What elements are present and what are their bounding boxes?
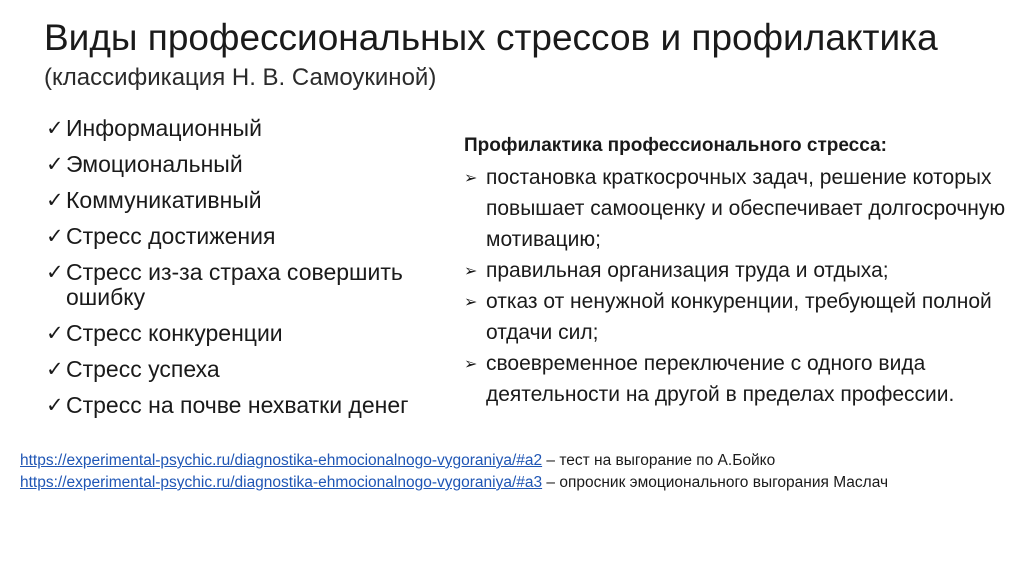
list-item [46, 260, 466, 310]
check-icon: ✓ [46, 357, 64, 381]
stress-type-label: Информационный [66, 115, 262, 141]
check-icon: ✓ [46, 321, 64, 345]
arrow-right-icon: ➢ [464, 261, 478, 280]
list-item [464, 286, 1009, 348]
prevention-item-text: постановка краткосрочных задач, решение которых повышает самооценку и обеспечивает долгосрочную мотивацию; [486, 166, 1006, 251]
list-item [46, 393, 466, 418]
stress-type-label: Эмоциональный [66, 151, 243, 177]
list-item [46, 116, 466, 141]
arrow-right-icon: ➢ [464, 168, 478, 187]
reference-line [20, 450, 1024, 472]
stress-type-label: Стресс конкуренции [66, 320, 283, 346]
link-description: – тест на выгорание по А.Бойко [542, 452, 776, 469]
reference-line [20, 472, 1024, 494]
boyko-test-link[interactable]: https://experimental-psychic.ru/diagnostika-ehmocionalnogo-vygoraniya/#a2 [20, 452, 543, 469]
maslach-questionnaire-link[interactable]: https://experimental-psychic.ru/diagnostika-ehmocionalnogo-vygoraniya/#a3 [20, 474, 543, 491]
arrow-right-icon: ➢ [464, 292, 478, 311]
list-item [464, 162, 1009, 255]
arrow-right-icon: ➢ [464, 354, 478, 373]
prevention-item-text: своевременное переключение с одного вида деятельности на другой в пределах профессии. [486, 352, 955, 406]
check-icon: ✓ [46, 260, 64, 284]
slide-title: Виды профессиональных стрессов и профилактика [44, 17, 938, 58]
check-icon: ✓ [46, 152, 64, 176]
stress-types-list [46, 116, 466, 429]
list-item [46, 357, 466, 382]
check-icon: ✓ [46, 224, 64, 248]
stress-type-label: Стресс из-за страха совершить ошибку [66, 259, 403, 310]
check-icon: ✓ [46, 116, 64, 140]
check-icon: ✓ [46, 188, 64, 212]
list-item [46, 321, 466, 346]
stress-type-label: Стресс на почве нехватки денег [66, 392, 409, 418]
prevention-list [464, 162, 1009, 410]
stress-type-label: Коммуникативный [66, 187, 262, 213]
prevention-item-text: отказ от ненужной конкуренции, требующей полной отдачи сил; [486, 290, 992, 344]
slide-subtitle: (классификация Н. В. Самоукиной) [44, 64, 437, 91]
list-item [464, 255, 1009, 286]
reference-links [20, 450, 1024, 494]
stress-type-label: Стресс успеха [66, 356, 220, 382]
prevention-item-text: правильная организация труда и отдыха; [486, 259, 889, 282]
list-item [46, 152, 466, 177]
list-item [46, 188, 466, 213]
link-description: – опросник эмоционального выгорания Маслач [542, 474, 889, 491]
list-item [464, 348, 1009, 410]
stress-type-label: Стресс достижения [66, 223, 276, 249]
prevention-section [464, 132, 1009, 410]
check-icon: ✓ [46, 393, 64, 417]
list-item [46, 224, 466, 249]
prevention-title: Профилактика профессионального стресса: [464, 135, 887, 156]
